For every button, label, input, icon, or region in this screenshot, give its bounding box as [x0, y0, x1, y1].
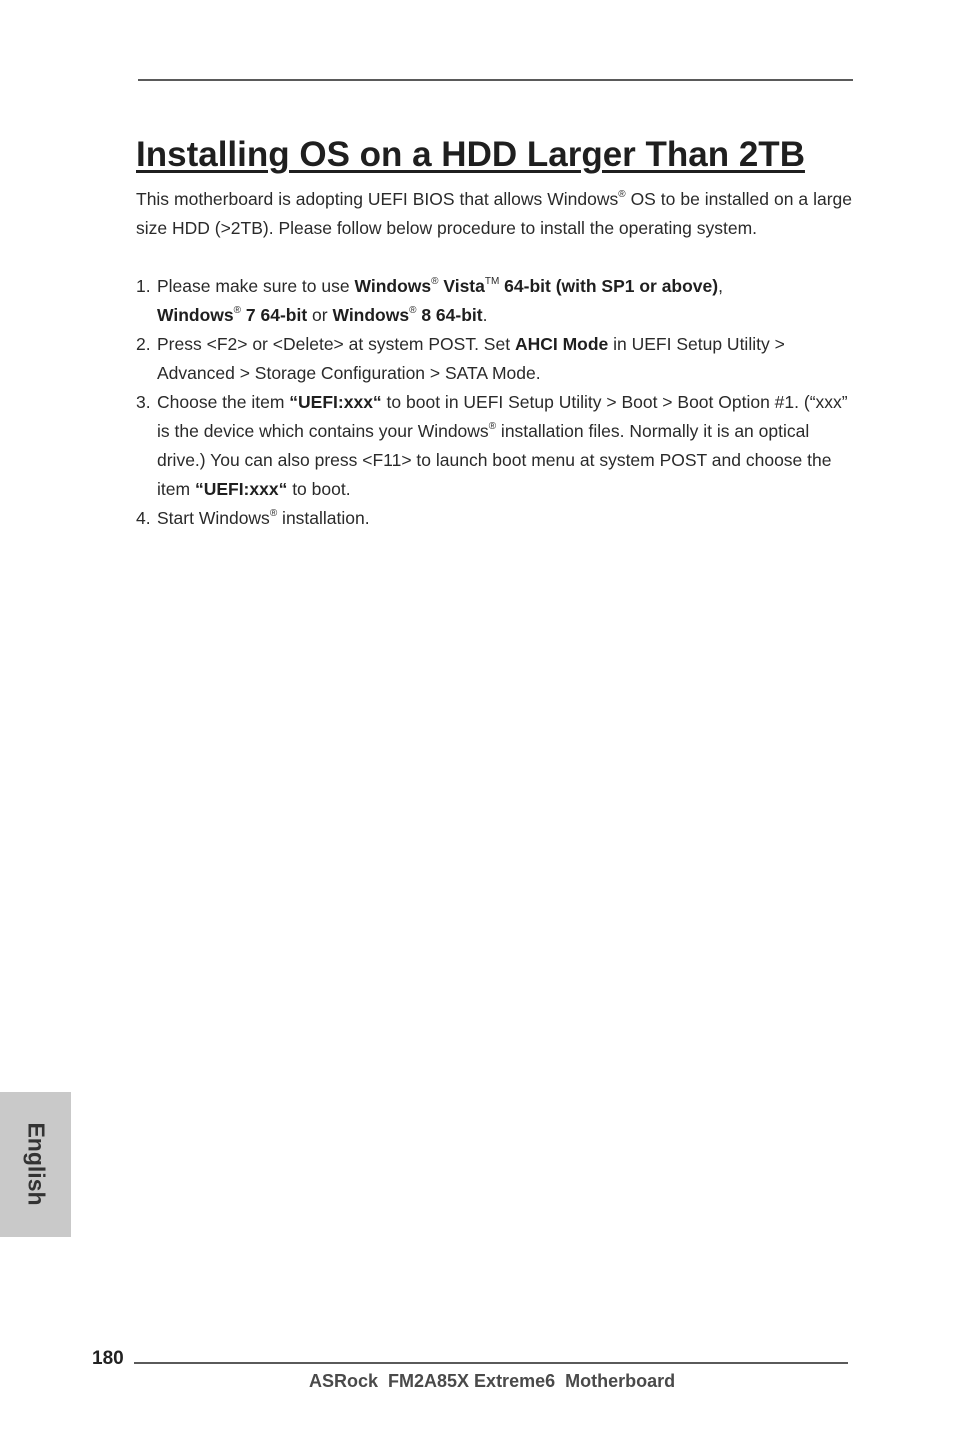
step-number: 2.: [136, 334, 151, 354]
procedure-steps: [136, 272, 852, 533]
step-3: 3. Choose the item “UEFI:xxx“ to boot in UEFI Setup Utility > Boot > Boot Option #1. (“xxx” is the device which contains your Windows® installation files. Normally it is an optical drive.) You can also press <F11> to launch boot menu at system POST and choose the item “UEFI:xxx“ to boot.: [136, 388, 852, 504]
step-4: 4. Start Windows® installation.: [136, 504, 852, 533]
step-1: 1. Please make sure to use Windows® Vista™ 64-bit (with SP1 or above), Windows® 7 64-bit or Windows® 8 64-bit.: [136, 272, 852, 330]
language-tab-label: English: [23, 1122, 50, 1206]
page-number: 180: [92, 1348, 124, 1369]
registered-mark: ®: [618, 189, 626, 200]
footer-rule: [134, 1362, 848, 1364]
page-title: Installing OS on a HDD Larger Than 2TB: [136, 135, 805, 174]
header-rule: [138, 79, 853, 81]
intro-paragraph: This motherboard is adopting UEFI BIOS that allows Windows® OS to be installed on a large size HDD (>2TB). Please follow below procedure to install the operating system.: [136, 189, 852, 238]
footer-product-name: ASRock FM2A85X Extreme6 Motherboard: [309, 1371, 676, 1391]
page-content: [136, 185, 852, 533]
step-number: 1.: [136, 276, 151, 296]
step-number: 4.: [136, 508, 151, 528]
step-2: 2. Press <F2> or <Delete> at system POST. Set AHCI Mode in UEFI Setup Utility > Advanced > Storage Configuration > SATA Mode.: [136, 330, 852, 388]
step-number: 3.: [136, 392, 151, 412]
language-tab: [0, 1092, 71, 1237]
